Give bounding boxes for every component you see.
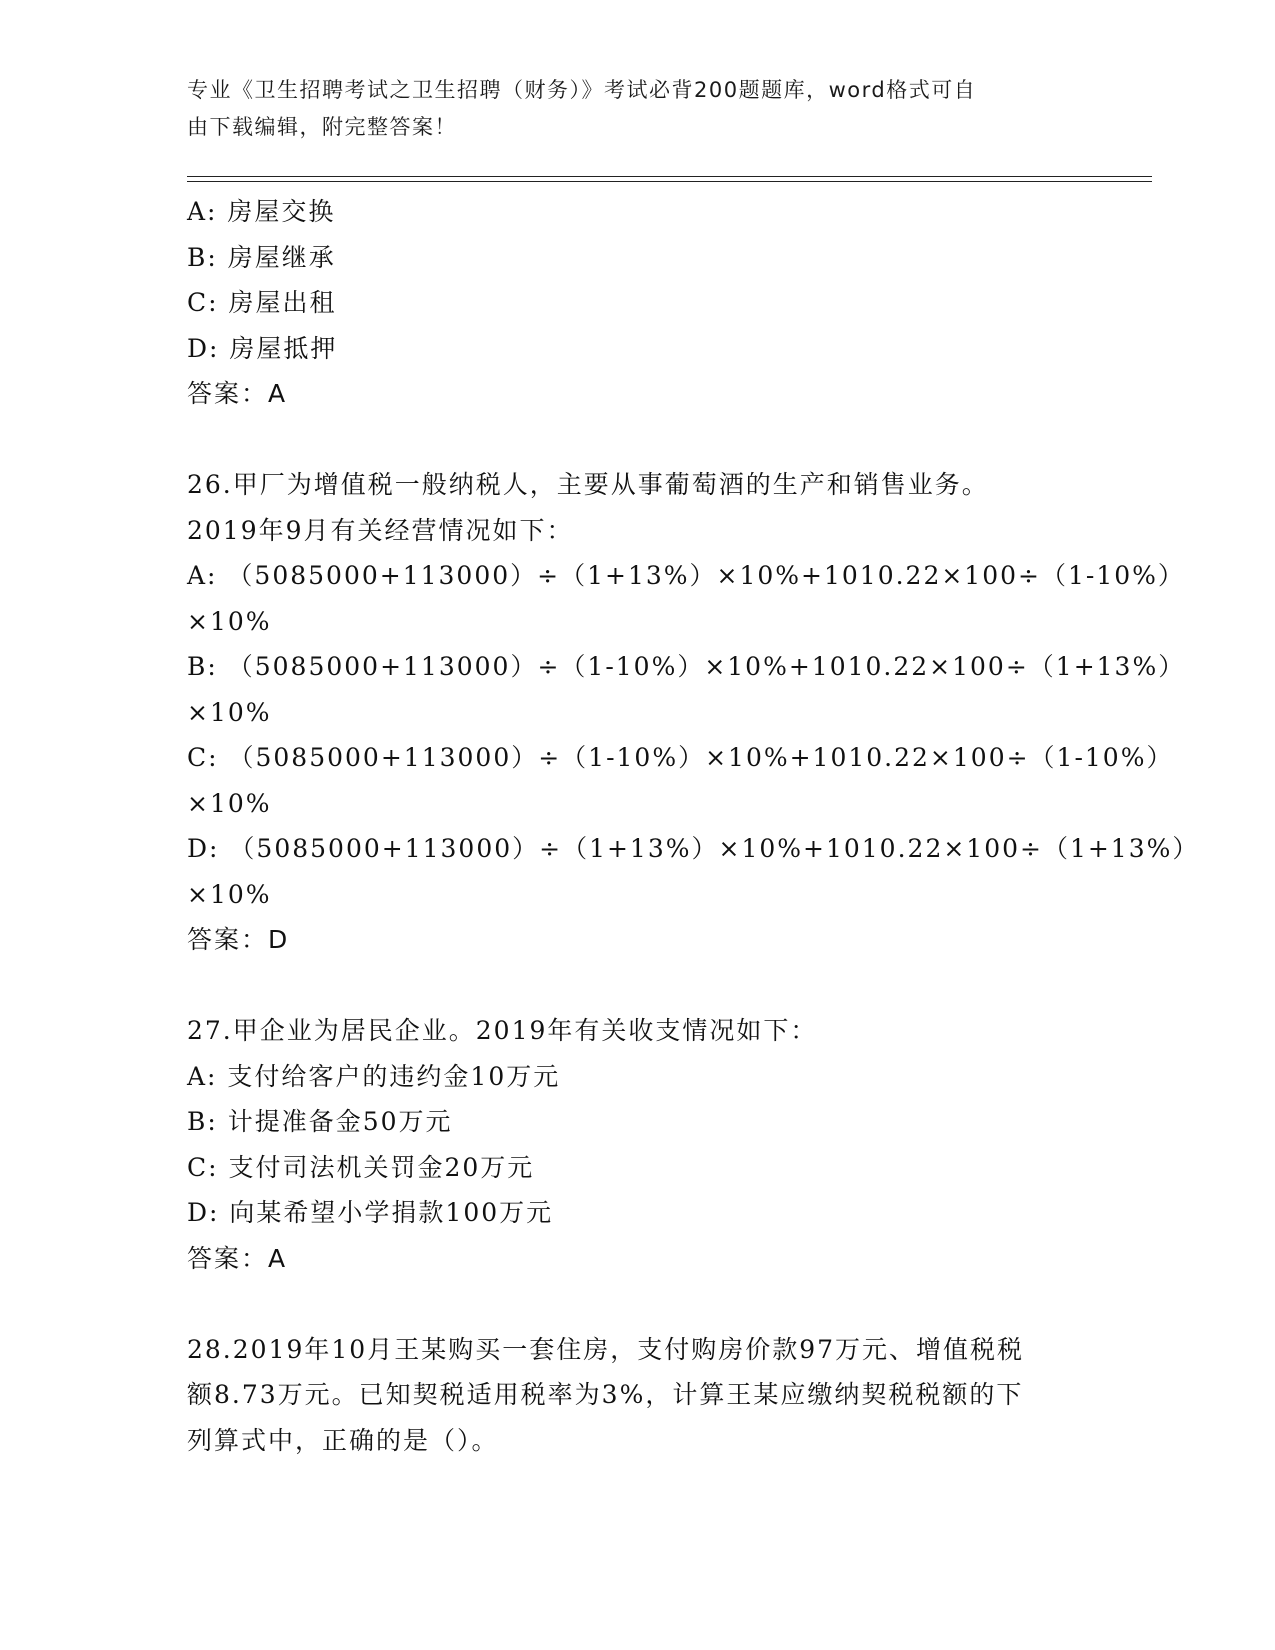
document-body (187, 189, 1200, 1463)
option-c: C: 支付司法机关罚金20万元 (187, 1152, 535, 1182)
option-b-continued: ×10% (187, 697, 272, 727)
option-b: B: 房屋继承 (187, 242, 336, 272)
option-a: A: 支付给客户的违约金10万元 (187, 1061, 561, 1091)
option-c: C: 房屋出租 (187, 288, 337, 317)
option-c-continued: ×10% (187, 788, 272, 818)
header-line-1: 专业《卫生招聘考试之卫生招聘（财务）》考试必背200题题库，word格式可自 (187, 78, 977, 102)
spacer (187, 1281, 1087, 1327)
answer-line: 答案：A (187, 379, 288, 408)
question-stem-line: 2019年9月有关经营情况如下： (187, 515, 574, 545)
header-rule-top (187, 176, 1152, 177)
question-stem-line: 26.甲厂为增值税一般纳税人，主要从事葡萄酒的生产和销售业务。 (187, 470, 989, 499)
answer-line: 答案：A (187, 1243, 288, 1273)
question-28 (187, 1327, 1087, 1464)
question-25 (187, 189, 1087, 417)
option-c: C: （5085000+113000）÷（1-10%）×10%+1010.22×100÷（1-10%） (187, 743, 1174, 772)
option-a: A: （5085000+113000）÷（1+13%）×10%+1010.22×100÷（1-10%） (187, 561, 1185, 590)
question-stem-line: 28.2019年10月王某购买一套住房，支付购房价款97万元、增值税税 (187, 1334, 1025, 1364)
header-line-2: 由下载编辑，附完整答案！ (187, 115, 457, 139)
answer-line: 答案：D (187, 925, 290, 954)
spacer (187, 963, 1087, 1009)
option-a-continued: ×10% (187, 606, 272, 636)
option-d: D: （5085000+113000）÷（1+13%）×10%+1010.22×100÷（1+13%） (187, 834, 1200, 863)
question-stem-line: 27.甲企业为居民企业。2019年有关收支情况如下： (187, 1016, 818, 1045)
option-b: B: 计提准备金50万元 (187, 1107, 453, 1136)
option-d: D: 房屋抵押 (187, 333, 338, 363)
question-stem-line: 列算式中，正确的是（）。 (187, 1425, 499, 1455)
option-d: D: 向某希望小学捐款100万元 (187, 1198, 554, 1227)
question-26 (187, 462, 1200, 963)
spacer (187, 417, 1087, 463)
option-d-continued: ×10% (187, 879, 272, 909)
option-a: A: 房屋交换 (187, 197, 336, 226)
question-27 (187, 1008, 1087, 1281)
question-stem-line: 额8.73万元。已知契税适用税率为3%，计算王某应缴纳契税税额的下 (187, 1380, 1024, 1409)
option-b: B: （5085000+113000）÷（1-10%）×10%+1010.22×100÷（1+13%） (187, 652, 1186, 681)
header-rule-bottom (187, 181, 1152, 182)
document-header (187, 72, 1087, 146)
